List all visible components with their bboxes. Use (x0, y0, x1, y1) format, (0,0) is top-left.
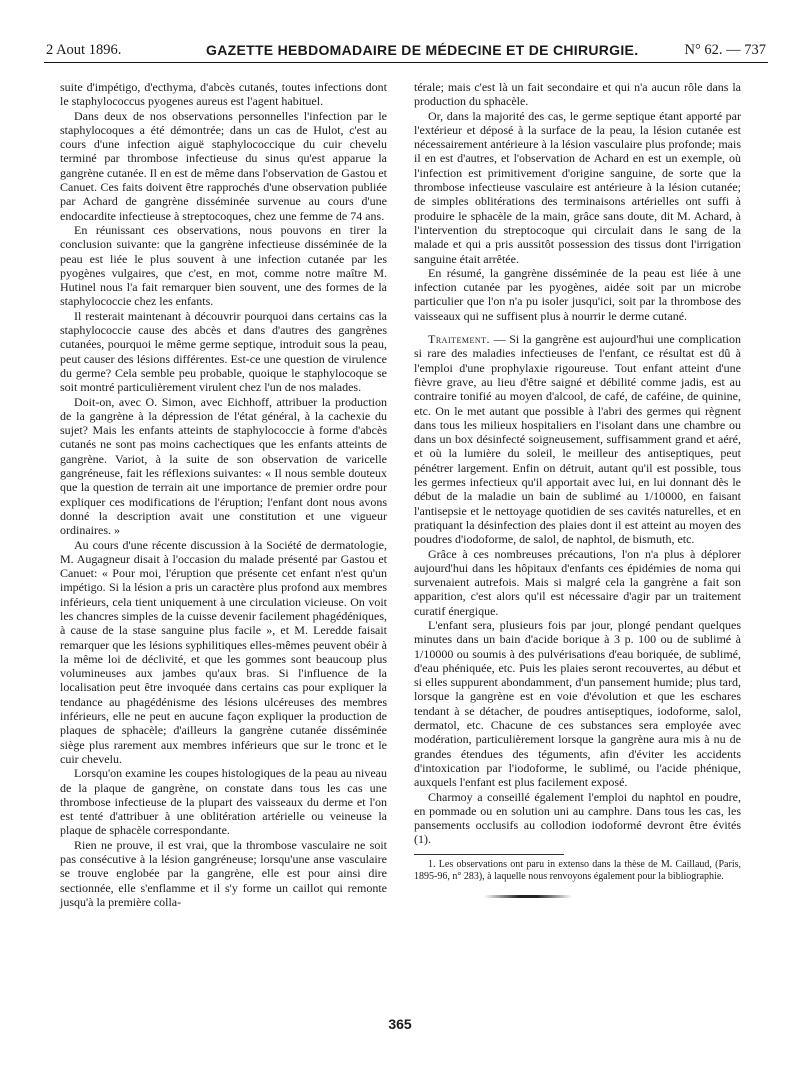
section-gap (414, 323, 741, 332)
paragraph: Lorsqu'on examine les coupes histologiques de la peau au niveau de la plaque de gangrène, on constate dans tous les cas une thrombose infectieuse de la plupart des vaisseaux du derme et l'on est tenté d'attribuer à une oblitération artérielle ou veineuse la plaque de sphacèle correspondante. (60, 766, 387, 838)
paragraph: Doit-on, avec O. Simon, avec Eichhoff, attribuer la production de la gangrène à la dépression de l'état général, à la cachexie du sujet? Mais les enfants atteints de staphylococcie à forme d'abcès cutanés ne sont pas moins cachectiques que les enfants atteints de gangrène. Variot, à la suite de son observation de varicelle gangréneuse, fait les réflexions suivantes: « Il nous semble douteux que la question de terrain ait une importance de premier ordre pour expliquer ces modifications de l'éruption; l'enfant dont nous avons donné la description avait une constitution et une vigueur ordinaires. » (60, 394, 387, 538)
section-heading: Traitement. (428, 332, 491, 347)
left-column (60, 80, 387, 909)
paragraph: En résumé, la gangrène disséminée de la peau est liée à une infection cutanée par les pyogènes, aidée soit par un microbe particulier que l'on n'a pu isoler jusqu'ici, soit par la thrombose des vaisseaux qui ne suffisent plus à nourrir le derme cutané. (414, 265, 741, 323)
paragraph: Rien ne prouve, il est vrai, que la thrombose vasculaire ne soit pas consécutive à la lésion gangréneuse; lorsqu'une anse vasculaire se trouve englobée par la gangrène, elle est pour ainsi dire sectionnée, elle s'enflamme et il s'y forme un caillot qui remonte jusqu'à la première colla- (60, 837, 387, 909)
paragraph: suite d'impétigo, d'ecthyma, d'abcès cutanés, toutes infections dont le staphylococcus pyogenes aureus est l'agent habituel. (60, 80, 387, 109)
end-ornament (484, 895, 572, 898)
paragraph: En réunissant ces observations, nous pouvons en tirer la conclusion suivante: que la gangrène infectieuse disséminée de la peau est liée le plus souvent à une infection cutanée par les pyogènes vulgaires, que c'est, en mot, comme notre maître M. Hutinel nous l'a fait remarquer bien souvent, une des formes de la staphylococcie chez les enfants. (60, 222, 387, 309)
paragraph: Charmoy a conseillé également l'emploi du naphtol en poudre, en pommade ou en solution uni au camphre. Dans tous les cas, les pansements occlusifs au collodion iodoformé devront être évités (1). (414, 789, 741, 847)
paragraph: Grâce à ces nombreuses précautions, l'on n'a plus à déplorer aujourd'hui dans les hôpitaux d'enfants ces épidémies de noma qui survenaient autrefois. Mais si malgré cela la gangrène a fait son apparition, c'est alors qu'il est nécessaire d'agir par un traitement curatif énergique. (414, 546, 741, 618)
right-column (414, 80, 741, 898)
paragraph: Dans deux de nos observations personnelles l'infection par le staphylocoques a été démontrée; dans un cas de Hulot, c'est au cours d'une infection aiguë staphylococcique du cuir chevelu terminé par thrombose infectieuse du sinus qu'est apparue la gangrène cutanée. Il en est de même dans l'observation de Gastou et Canuet. Ces faits doivent être rapprochés d'une observation publiée par Achard de gangrène disséminée survenue au cours d'une endocardite infectieuse à streptocoques, chez une femme de 74 ans. (60, 108, 387, 223)
running-header (44, 40, 768, 63)
journal-title: GAZETTE HEBDOMADAIRE DE MÉDECINE ET DE CHIRURGIE. (206, 42, 639, 58)
treatment-section (414, 332, 741, 546)
paragraph: Or, dans la majorité des cas, le germe septique étant apporté par l'extérieur et déposé à la surface de la peau, la lésion cutanée est nécessairement antérieure à la lésion vasculaire plus profonde; mais il en est d'autres, et l'observation de Achard en est un exemple, où l'infection est primitivement d'origine sanguine, de sorte que la thrombose infectieuse vasculaire est antérieure à la lésion cutanée; de simples oblitérations des terminaisons artérielles ont suffi à produire le sphacèle de la main, grâce sans doute, dit M. Achard, à l'intervention du streptocoque qui circulait dans le sang de la malade et qui a pris aussitôt possession des tissus dont l'irrigation sanguine était arrêtée. (414, 108, 741, 266)
footnote: 1. Les observations ont paru in extenso dans la thèse de M. Caillaud, (Paris, 1895-96, n° 283), à laquelle nous renvoyons également pour la bibliographie. (414, 858, 741, 882)
issue-page-number: N° 62. — 737 (684, 42, 766, 58)
paragraph: Au cours d'une récente discussion à la Société de dermatologie, M. Augagneur disait à l'occasion du malade présenté par Gastou et Canuet: « Pour moi, l'éruption que présente cet enfant n'est qu'un impétigo. Si la lésion a pris un caractère plus profond aux membres inférieurs, cela tient uniquement à une circulation vicieuse. On voit les chancres simples de la cuisse devenir facilement phagédéniques, à cause de la stase sanguine plus facile », et M. Leredde faisait remarquer que les lésions syphilitiques elles-mêmes peuvent obéir à la même loi de déclivité, et que les gommes sont beaucoup plus volumineuses aux jambes qu'aux bras. Si l'influence de la localisation peut être invoquée dans certains cas pour expliquer la tendance au phagédénisme des lésions ulcéreuses des membres inférieurs, elle ne peut en aucune façon expliquer la production de plaques de sphacèle; d'ailleurs la gangrène cutanée disséminée siège plus rarement aux membres inférieurs que sur le tronc et le cuir chevelu. (60, 537, 387, 766)
paragraph: térale; mais c'est là un fait secondaire et qui n'a aucun rôle dans la production du sphacèle. (414, 80, 741, 109)
paragraph: L'enfant sera, plusieurs fois par jour, plongé pendant quelques minutes dans un bain d'acide borique à 3 p. 100 ou de sublimé à 1/10000 ou soumis à des pulvérisations d'eau boriquée, de sublimé, d'eau phéniquée, etc. Puis les plaies seront recouvertes, au début et si elles suppurent abondamment, d'un pansement humide; plus tard, lorsque la gangrène est en voie d'évolution et que les eschares tendant à se détacher, de poudres antiseptiques, iodoforme, salol, dermatol, etc. Chacune de ces substances sera employée avec modération, particulièrement lorsque la gangrène aura mis à nu de grandes étendues des téguments, afin d'éviter les accidents d'intoxication par l'iodoforme, le sublimé, ou l'acide phénique, auxquels l'enfant est plus facilement exposé. (414, 617, 741, 790)
footnote-divider (414, 854, 564, 855)
paragraph: Il resterait maintenant à découvrir pourquoi dans certains cas la staphylococcie cause des abcès et dans d'autres des gangrènes cutanées, pourquoi le même germe septique, introduit sous la peau, peut causer des lésions différentes. Est-ce une question de virulence du germe? Cela semble peu probable, quoique le staphylocoque se soit montré particulièrement virulent chez l'un de nos malades. (60, 308, 387, 395)
paragraph-text: — Si la gangrène est aujourd'hui une complication si rare des maladies infectieuses de l'enfant, ce résultat est dû à l'emploi d'une prophylaxie rigoureuse. Tout enfant atteint d'une fièvre grave, au lieu d'être saigné et débilité comme jadis, est au contraire tonifié au moyen d'alcool, de café, de caféine, de quinine, etc. On le met autant que possible à l'abri des germes qui règnent dans tous les milieux hospitaliers en l'isolant dans une chambre ou dans un box désinfecté soigneusement, suffisamment grand et aéré, et où la lumière du soleil, le meilleur des antiseptiques, peut pénétrer largement. Enfin on détruit, autant qu'il est possible, tous les germes infectieux qu'il apportait avec lui, en lui donnant dès le début de la maladie un bain de sublimé au 1/10000, en faisant l'antisepsie et le nettoyage quotidien de ses cavités naturelles, et en pratiquant la désinfection des plaies dont il est atteint au moyen des poudres d'iodoforme, de salol, de naphtol, de bismuth, etc. (414, 332, 741, 547)
issue-date: 2 Aout 1896. (46, 42, 122, 58)
folio-number: 365 (388, 1016, 412, 1032)
